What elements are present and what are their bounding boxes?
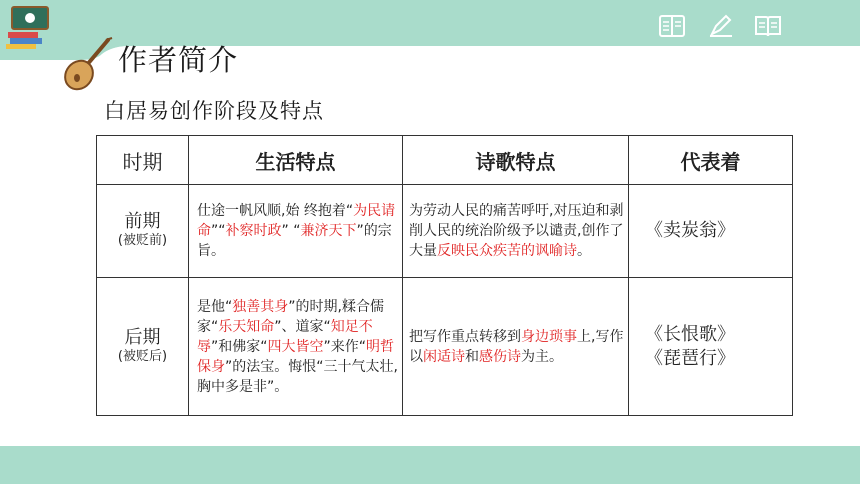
pipa-lute-icon <box>62 36 114 92</box>
works-cell <box>629 185 793 278</box>
body-text: 为劳动人民的痛苦呼吁,对压迫和剥削人民的统治阶级予以谴责,创作了大量 <box>409 203 624 259</box>
body-text: ”的法宝。悔恨“三十气太壮,胸中多是非”。 <box>197 358 398 395</box>
body-text: 和 <box>465 348 479 365</box>
highlight-text: 兼济天下 <box>300 223 357 239</box>
table-header-row <box>97 136 793 185</box>
body-text: ”的宗旨。 <box>197 223 392 259</box>
period-label: 前期 <box>124 211 161 232</box>
body-text: ”来作“ <box>323 338 367 355</box>
poetry-cell <box>403 278 629 416</box>
book-grid-icon[interactable] <box>658 14 686 38</box>
body-text: “ <box>345 203 354 219</box>
table-row <box>97 278 793 416</box>
highlight-text: 乐天知命 <box>218 318 275 335</box>
body-text: ”、道家“ <box>274 318 331 335</box>
highlight-text: 感伤诗 <box>479 348 521 365</box>
bottom-band <box>0 446 860 484</box>
creation-stages-table <box>96 135 793 416</box>
header-life: 生活特点 <box>189 136 403 185</box>
subtitle: 白居易创作阶段及特点 <box>104 99 324 123</box>
body-text: ”的时期,糅合儒家“ <box>197 298 384 335</box>
period-cell <box>97 278 189 416</box>
section-title: 作者简介 <box>118 43 239 77</box>
highlight-text: 独善其身 <box>232 298 289 315</box>
body-text: ”“ <box>211 223 226 239</box>
body-text: 仕途一帆风顺,始 终抱着 <box>197 203 346 219</box>
highlight-text: 反映民众疾苦的讽喻诗 <box>437 243 577 259</box>
highlight-text: 明哲保身 <box>197 338 395 375</box>
body-text: 为主。 <box>521 348 563 365</box>
works-cell <box>629 278 793 416</box>
highlight-text: 补察时政 <box>225 223 282 239</box>
body-text: ”和佛家“ <box>211 338 268 355</box>
period-cell <box>97 185 189 278</box>
pen-icon[interactable] <box>708 14 734 38</box>
highlight-text: 身边琐事 <box>521 328 577 345</box>
bottom-band-curve <box>0 430 860 450</box>
life-cell <box>189 185 403 278</box>
work-title: 《琵琶行》 <box>645 347 735 369</box>
books-blackboard-icon <box>4 4 58 50</box>
table-row <box>97 185 793 278</box>
highlight-text: 闲适诗 <box>423 348 465 365</box>
header-works: 代表着 <box>629 136 793 185</box>
period-note: (被贬后) <box>117 348 168 364</box>
highlight-text: 知足不辱 <box>197 318 373 355</box>
poetry-cell <box>403 185 629 278</box>
header-period: 时期 <box>97 136 189 185</box>
body-text: 把写作重点转移到 <box>409 328 521 345</box>
body-text: 。 <box>577 243 591 259</box>
highlight-text: 为民请命 <box>197 203 396 239</box>
body-text: ” “ <box>281 223 301 239</box>
life-cell <box>189 278 403 416</box>
body-text: 是他“ <box>197 298 233 315</box>
period-note: (被贬前) <box>117 233 168 248</box>
header-poetry: 诗歌特点 <box>403 136 629 185</box>
highlight-text: 四大皆空 <box>267 338 324 355</box>
work-title: 《卖炭翁》 <box>645 220 735 241</box>
open-book-icon[interactable] <box>754 14 782 38</box>
work-title: 《长恨歌》 <box>645 323 735 345</box>
period-label: 后期 <box>124 326 161 348</box>
body-text: 上,写作以 <box>409 328 624 365</box>
